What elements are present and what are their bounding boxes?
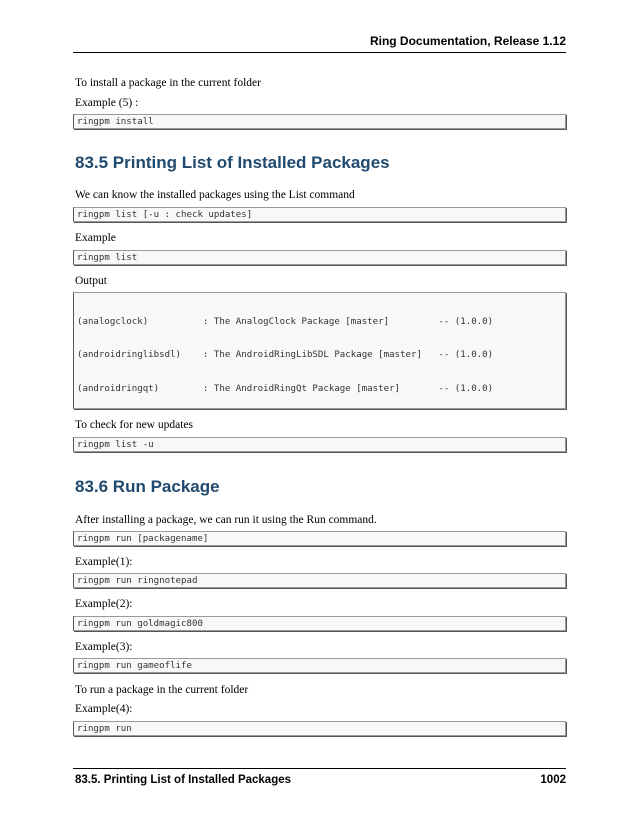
header-rule	[73, 52, 566, 53]
code-run4	[73, 721, 566, 736]
code-line: ringpm run goldmagic800	[77, 619, 203, 629]
code-line: ringpm install	[77, 117, 154, 127]
running-header-title: Ring Documentation, Release 1.12	[369, 34, 566, 48]
code-run2	[73, 616, 566, 631]
code-list-syntax	[73, 207, 566, 222]
paragraph-example: Example	[75, 232, 116, 244]
paragraph-run-intro: After installing a package, we can run it using the Run command.	[75, 514, 377, 526]
code-line: ringpm run gameoflife	[77, 661, 192, 671]
code-run3	[73, 658, 566, 673]
code-list-u	[73, 437, 566, 452]
paragraph-check-updates: To check for new updates	[75, 419, 193, 431]
code-list	[73, 250, 566, 265]
section-heading-printing-list: 83.5 Printing List of Installed Packages	[75, 153, 390, 172]
code-output	[73, 292, 566, 409]
code-line: ringpm run [packagename]	[77, 534, 209, 544]
footer-rule	[73, 768, 566, 769]
paragraph-example1: Example(1):	[75, 556, 133, 568]
paragraph-install-current: To install a package in the current folder	[75, 77, 261, 89]
code-line: ringpm run ringnotepad	[77, 576, 198, 586]
paragraph-output: Output	[75, 275, 107, 287]
output-line: (androidringqt) : The AndroidRingQt Package [master] -- (1.0.0)	[77, 383, 494, 394]
code-run-syntax	[73, 531, 566, 546]
section-heading-run-package: 83.6 Run Package	[75, 477, 220, 496]
paragraph-example3: Example(3):	[75, 641, 133, 653]
page-number: 1002	[540, 774, 566, 786]
output-line: (analogclock) : The AnalogClock Package [master] -- (1.0.0)	[77, 317, 494, 328]
code-line: ringpm list	[77, 253, 138, 263]
paragraph-list-intro: We can know the installed packages using the List command	[75, 189, 355, 201]
code-run1	[73, 573, 566, 588]
paragraph-example2: Example(2):	[75, 598, 133, 610]
output-line: (androidringlibsdl) : The AndroidRingLibSDL Package [master] -- (1.0.0)	[77, 350, 494, 361]
code-line: ringpm list -u	[77, 440, 154, 450]
paragraph-example4: Example(4):	[75, 703, 133, 715]
paragraph-example5: Example (5) :	[75, 97, 139, 109]
paragraph-run-current: To run a package in the current folder	[75, 684, 249, 696]
code-install	[73, 114, 566, 129]
footer-section-title: 83.5. Printing List of Installed Packages	[75, 774, 292, 786]
code-line: ringpm run	[77, 724, 132, 734]
code-line: ringpm list [-u : check updates]	[77, 210, 253, 220]
